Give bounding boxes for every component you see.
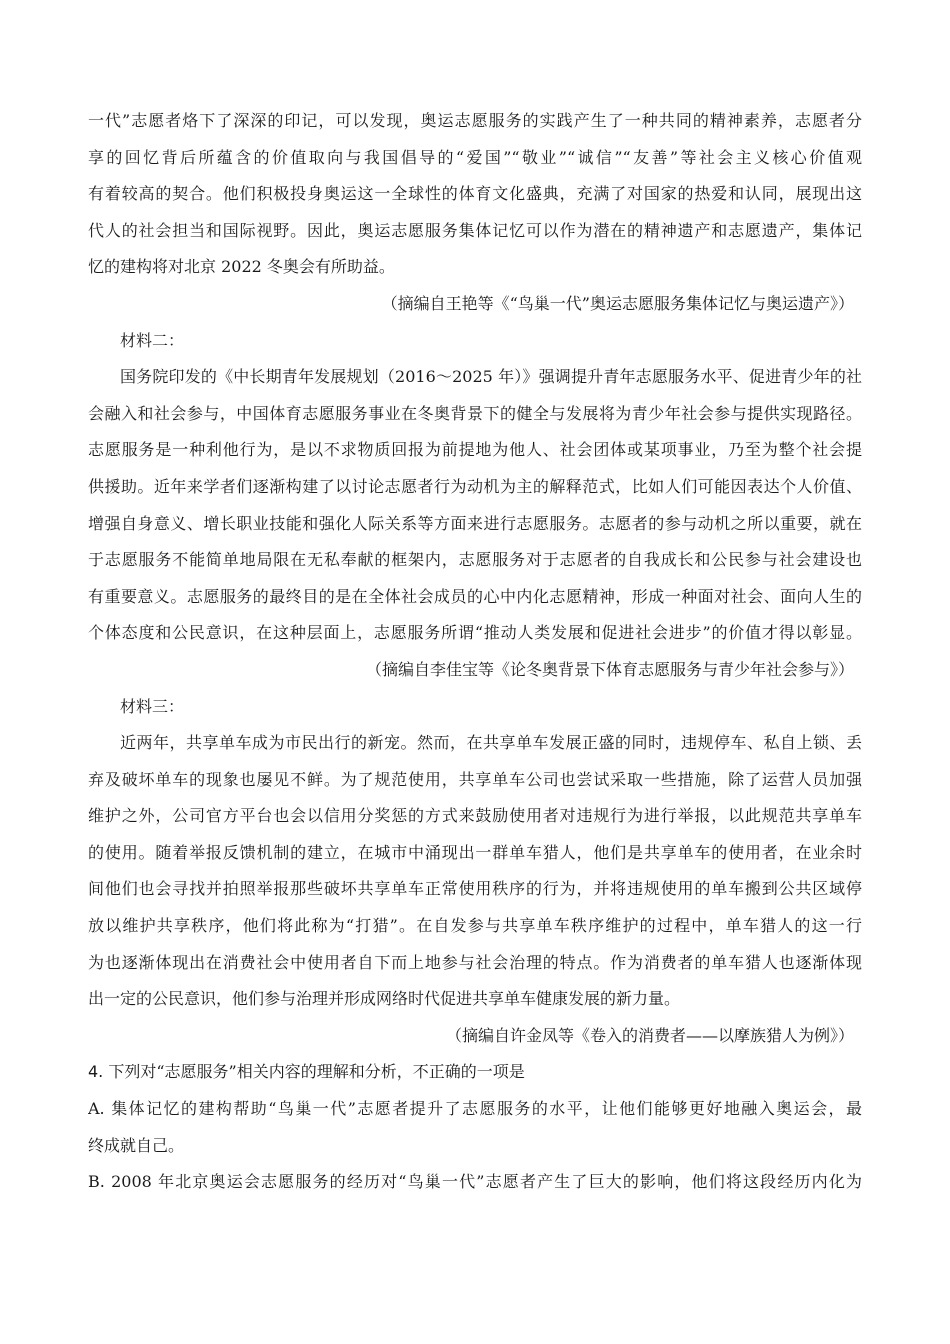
paragraph-line: 为也逐渐体现出在消费社会中使用者自下而上地参与社会治理的特点。作为消费者的单车猎人也逐渐体现 <box>88 952 862 972</box>
paragraph-line: 有着较高的契合。他们积极投身奥运这一全球性的体育文化盛典，充满了对国家的热爱和认同，展现出这 <box>88 184 862 204</box>
passage1 <box>88 103 862 323</box>
question-stem <box>88 1054 862 1091</box>
question-4 <box>88 1054 862 1200</box>
material2 <box>88 323 862 689</box>
paragraph-line: 增强自身意义、增长职业技能和强化人际关系等方面来进行志愿服务。志愿者的参与动机之所以重要，就在 <box>88 513 862 533</box>
option-text: 集体记忆的建构帮助“鸟巢一代”志愿者提升了志愿服务的水平，让他们能够更好地融入奥运会，最 <box>111 1099 862 1119</box>
paragraph-line: 享的回忆背后所蕴含的价值取向与我国倡导的“爱国”“敬业”“诚信”“友善”等社会主义核心价值观 <box>88 147 862 167</box>
option-line <box>88 1164 862 1201</box>
paragraph-line: 国务院印发的《中长期青年发展规划（2016～2025 年）》强调提升青年志愿服务水平、促进青少年的社 <box>120 367 862 387</box>
option-letter: B. <box>88 1172 105 1192</box>
material3 <box>88 689 862 1055</box>
paragraph-line: 弃及破坏单车的现象也屡见不鲜。为了规范使用，共享单车公司也尝试采取一些措施，除了运营人员加强 <box>88 769 862 789</box>
paragraph-line: 间他们也会寻找并拍照举报那些破坏共享单车正常使用秩序的行为，并将违规使用的单车搬到公共区域停 <box>88 879 862 899</box>
material-heading: 材料二： <box>120 330 185 350</box>
question-text: 下列对“志愿服务”相关内容的理解和分析，不正确的一项是 <box>108 1062 525 1082</box>
paragraph-line: 会融入和社会参与，中国体育志愿服务事业在冬奥背景下的健全与发展将为青少年社会参与提供实现路径。 <box>88 403 862 423</box>
paragraph-line: 供援助。近年来学者们逐渐构建了以讨论志愿者行为动机为主的解释范式，比如人们可能因表达个人价值、 <box>88 476 862 496</box>
paragraph-line: 有重要意义。志愿服务的最终目的是在全体社会成员的心中内化志愿精神，形成一种面对社会、面向人生的 <box>88 586 862 606</box>
paragraph-line: 于志愿服务不能简单地局限在无私奉献的框架内，志愿服务对于志愿者的自我成长和公民参与社会建设也 <box>88 550 862 570</box>
paragraph-line: 一代”志愿者烙下了深深的印记，可以发现，奥运志愿服务的实践产生了一种共同的精神素养，志愿者分 <box>88 111 862 130</box>
paragraph-line: 近两年，共享单车成为市民出行的新宠。然而，在共享单车发展正盛的同时，违规停车、私自上锁、丢 <box>120 733 862 753</box>
source-citation: （摘编自许金凤等《卷入的消费者——以摩族猎人为例》） <box>445 1025 854 1045</box>
paragraph-line: 志愿服务是一种利他行为，是以不求物质回报为前提地为他人、社会团体或某项事业，乃至为整个社会提 <box>88 440 862 460</box>
source-citation: （摘编自王艳等《“鸟巢一代”奥运志愿服务集体记忆与奥运遗产》） <box>381 293 854 313</box>
document-page <box>88 103 862 1201</box>
option-letter: A. <box>88 1099 105 1119</box>
paragraph-line: 的使用。随着举报反馈机制的建立，在城市中涌现出一群单车猎人，他们是共享单车的使用者，在业余时 <box>88 842 862 862</box>
paragraph-line: 忆的建构将对北京 2022 冬奥会有所助益。 <box>88 257 395 277</box>
paragraph-line: 放以维护共享秩序，他们将此称为“打猎”。在自发参与共享单车秩序维护的过程中，单车猎人的这一行 <box>88 916 862 936</box>
option-text: 2008 年北京奥运会志愿服务的经历对“鸟巢一代”志愿者产生了巨大的影响，他们将这段经历内化为 <box>111 1172 862 1192</box>
option-a <box>88 1091 862 1164</box>
option-line <box>88 1091 862 1128</box>
paragraph-line: 个体态度和公民意识，在这种层面上，志愿服务所谓“推动人类发展和促进社会进步”的价值才得以彰显。 <box>88 623 862 643</box>
paragraph-line: 出一定的公民意识，他们参与治理并形成网络时代促进共享单车健康发展的新力量。 <box>88 989 681 1009</box>
material-heading: 材料三： <box>120 696 185 716</box>
paragraph-line: 维护之外，公司官方平台也会以信用分奖惩的方式来鼓励使用者对违规行为进行举报，以此规范共享单车 <box>88 806 862 826</box>
option-b <box>88 1164 862 1201</box>
paragraph-line: 代人的社会担当和国际视野。因此，奥运志愿服务集体记忆可以作为潜在的精神遗产和志愿遗产，集体记 <box>88 220 862 240</box>
source-citation: （摘编自李佳宝等《论冬奥背景下体育志愿服务与青少年社会参与》） <box>365 659 854 679</box>
option-line: 终成就自己。 <box>88 1135 185 1155</box>
question-number: 4. <box>88 1062 104 1082</box>
